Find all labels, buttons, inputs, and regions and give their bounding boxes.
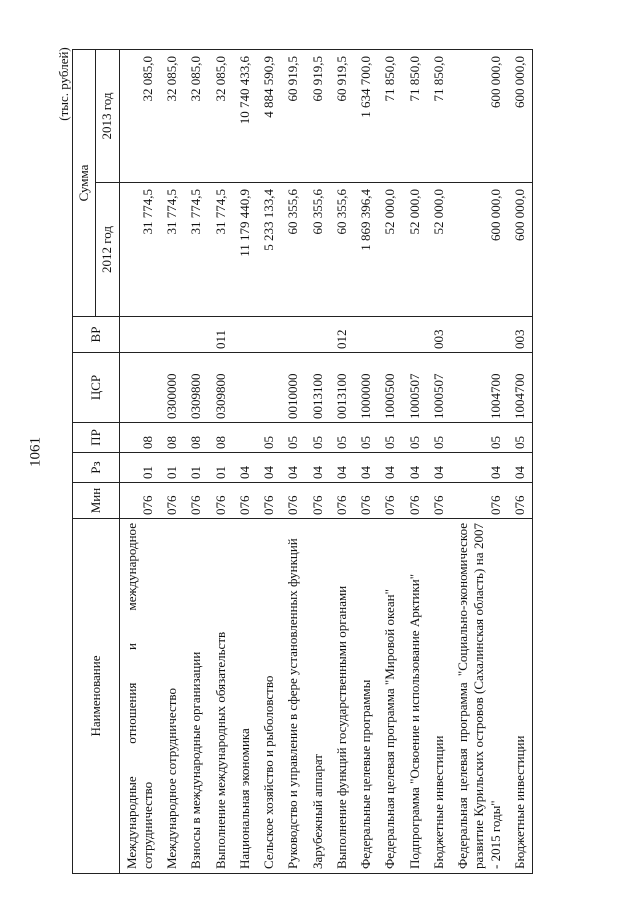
cell-rz: 04 [257, 453, 281, 483]
table-row [378, 50, 402, 874]
cell-y2013: 60 919,5 [281, 50, 305, 183]
cell-vr [119, 317, 160, 353]
cell-name: Международные отношения и международное сотрудничество [119, 519, 160, 874]
cell-rz: 04 [233, 453, 257, 483]
budget-table-rotated [72, 50, 568, 874]
cell-vr [281, 317, 305, 353]
cell-pr: 05 [306, 423, 330, 453]
cell-y2013: 32 085,0 [184, 50, 208, 183]
cell-y2012: 5 233 133,4 [257, 183, 281, 317]
cell-min: 076 [403, 483, 427, 519]
table-row [508, 50, 533, 874]
page-number: 1061 [27, 437, 44, 467]
cell-rz: 04 [427, 453, 451, 483]
cell-rz: 01 [119, 453, 160, 483]
cell-vr [354, 317, 378, 353]
cell-csr: 0309800 [209, 353, 233, 423]
cell-y2012: 52 000,0 [427, 183, 451, 317]
cell-csr: 1004700 [451, 353, 508, 423]
cell-y2012: 31 774,5 [119, 183, 160, 317]
cell-name: Международное сотрудничество [160, 519, 184, 874]
cell-vr [233, 317, 257, 353]
cell-csr [233, 353, 257, 423]
cell-y2012: 60 355,6 [306, 183, 330, 317]
table-row [184, 50, 208, 874]
cell-min: 076 [257, 483, 281, 519]
cell-pr: 05 [451, 423, 508, 453]
cell-rz: 04 [451, 453, 508, 483]
cell-pr: 05 [330, 423, 354, 453]
table-body [119, 50, 533, 874]
cell-pr: 05 [378, 423, 402, 453]
cell-name: Выполнение международных обязательств [209, 519, 233, 874]
cell-min: 076 [330, 483, 354, 519]
cell-pr: 05 [354, 423, 378, 453]
header-vr: ВР [73, 317, 120, 353]
cell-y2012: 600 000,0 [508, 183, 533, 317]
cell-vr [257, 317, 281, 353]
cell-name: Взносы в международные организации [184, 519, 208, 874]
table-row [209, 50, 233, 874]
cell-rz: 04 [508, 453, 533, 483]
cell-rz: 04 [306, 453, 330, 483]
header-min: Мин [73, 483, 120, 519]
header-2012: 2012 год [96, 183, 119, 317]
cell-csr: 1000500 [378, 353, 402, 423]
cell-y2013: 10 740 433,6 [233, 50, 257, 183]
cell-pr: 08 [209, 423, 233, 453]
cell-y2012: 31 774,5 [209, 183, 233, 317]
cell-min: 076 [306, 483, 330, 519]
cell-min: 076 [378, 483, 402, 519]
table-row [451, 50, 508, 874]
cell-vr [306, 317, 330, 353]
cell-pr: 05 [257, 423, 281, 453]
cell-y2013: 32 085,0 [119, 50, 160, 183]
cell-name: Федеральные целевые программы [354, 519, 378, 874]
cell-y2012: 52 000,0 [378, 183, 402, 317]
table-row [403, 50, 427, 874]
cell-min: 076 [119, 483, 160, 519]
cell-vr [160, 317, 184, 353]
cell-rz: 04 [378, 453, 402, 483]
cell-rz: 04 [354, 453, 378, 483]
table-row [330, 50, 354, 874]
cell-csr: 0013100 [330, 353, 354, 423]
cell-y2013: 4 884 590,9 [257, 50, 281, 183]
cell-vr: 011 [209, 317, 233, 353]
cell-y2012: 1 869 396,4 [354, 183, 378, 317]
cell-vr [184, 317, 208, 353]
cell-name: Сельское хозяйство и рыболовство [257, 519, 281, 874]
cell-name: Подпрограмма "Освоение и использование Арктики" [403, 519, 427, 874]
cell-y2012: 31 774,5 [160, 183, 184, 317]
cell-vr: 003 [427, 317, 451, 353]
header-pr: ПР [73, 423, 120, 453]
cell-rz: 01 [209, 453, 233, 483]
units-label: (тыс. рублей) [56, 47, 71, 121]
cell-csr: 1004700 [508, 353, 533, 423]
table-row [354, 50, 378, 874]
cell-csr: 1000507 [427, 353, 451, 423]
cell-csr: 1000507 [403, 353, 427, 423]
cell-name: Федеральная целевая программа "Мировой океан" [378, 519, 402, 874]
table-row [233, 50, 257, 874]
cell-rz: 04 [403, 453, 427, 483]
cell-vr [378, 317, 402, 353]
cell-y2013: 1 634 700,0 [354, 50, 378, 183]
cell-pr: 08 [160, 423, 184, 453]
cell-min: 076 [160, 483, 184, 519]
cell-min: 076 [427, 483, 451, 519]
cell-pr: 05 [403, 423, 427, 453]
cell-vr [451, 317, 508, 353]
cell-name: Выполнение функций государственными органами [330, 519, 354, 874]
cell-csr: 1000000 [354, 353, 378, 423]
cell-y2013: 60 919,5 [306, 50, 330, 183]
cell-min: 076 [281, 483, 305, 519]
table-row [119, 50, 160, 874]
cell-rz: 01 [160, 453, 184, 483]
cell-min: 076 [233, 483, 257, 519]
cell-vr: 012 [330, 317, 354, 353]
header-name: Наименование [73, 519, 120, 874]
cell-y2013: 60 919,5 [330, 50, 354, 183]
cell-y2013: 71 850,0 [403, 50, 427, 183]
cell-y2012: 31 774,5 [184, 183, 208, 317]
cell-y2012: 60 355,6 [281, 183, 305, 317]
cell-csr: 0010000 [281, 353, 305, 423]
cell-pr: 05 [508, 423, 533, 453]
cell-vr: 003 [508, 317, 533, 353]
cell-name: Руководство и управление в сфере установленных функций [281, 519, 305, 874]
cell-y2013: 32 085,0 [160, 50, 184, 183]
header-rz: Рз [73, 453, 120, 483]
cell-vr [403, 317, 427, 353]
cell-min: 076 [184, 483, 208, 519]
cell-pr: 05 [281, 423, 305, 453]
table-row [160, 50, 184, 874]
header-sum: Сумма [73, 50, 96, 317]
table-row [306, 50, 330, 874]
cell-y2013: 600 000,0 [508, 50, 533, 183]
cell-csr: 0300000 [160, 353, 184, 423]
table-row [281, 50, 305, 874]
cell-y2012: 60 355,6 [330, 183, 354, 317]
cell-y2013: 71 850,0 [427, 50, 451, 183]
cell-name: Бюджетные инвестиции [508, 519, 533, 874]
header-row [73, 50, 96, 874]
cell-csr: 0013100 [306, 353, 330, 423]
cell-y2013: 600 000,0 [451, 50, 508, 183]
table-row [427, 50, 451, 874]
cell-min: 076 [451, 483, 508, 519]
cell-csr [119, 353, 160, 423]
cell-pr: 08 [119, 423, 160, 453]
cell-min: 076 [508, 483, 533, 519]
cell-y2012: 11 179 440,9 [233, 183, 257, 317]
cell-rz: 01 [184, 453, 208, 483]
cell-name: Национальная экономика [233, 519, 257, 874]
cell-pr: 05 [427, 423, 451, 453]
cell-pr: 08 [184, 423, 208, 453]
budget-table [72, 49, 533, 874]
cell-name: Зарубежный аппарат [306, 519, 330, 874]
cell-name: Федеральная целевая программа "Социально-экономическое развитие Курильских островов (Сахалинская область) на 2007 - 2015 годы" [451, 519, 508, 874]
cell-rz: 04 [330, 453, 354, 483]
cell-min: 076 [354, 483, 378, 519]
cell-y2012: 600 000,0 [451, 183, 508, 317]
cell-name: Бюджетные инвестиции [427, 519, 451, 874]
header-2013: 2013 год [96, 50, 119, 183]
cell-rz: 04 [281, 453, 305, 483]
table-row [257, 50, 281, 874]
header-csr: ЦСР [73, 353, 120, 423]
cell-min: 076 [209, 483, 233, 519]
cell-pr [233, 423, 257, 453]
cell-y2013: 32 085,0 [209, 50, 233, 183]
cell-y2013: 71 850,0 [378, 50, 402, 183]
cell-csr: 0309800 [184, 353, 208, 423]
cell-csr [257, 353, 281, 423]
cell-y2012: 52 000,0 [403, 183, 427, 317]
